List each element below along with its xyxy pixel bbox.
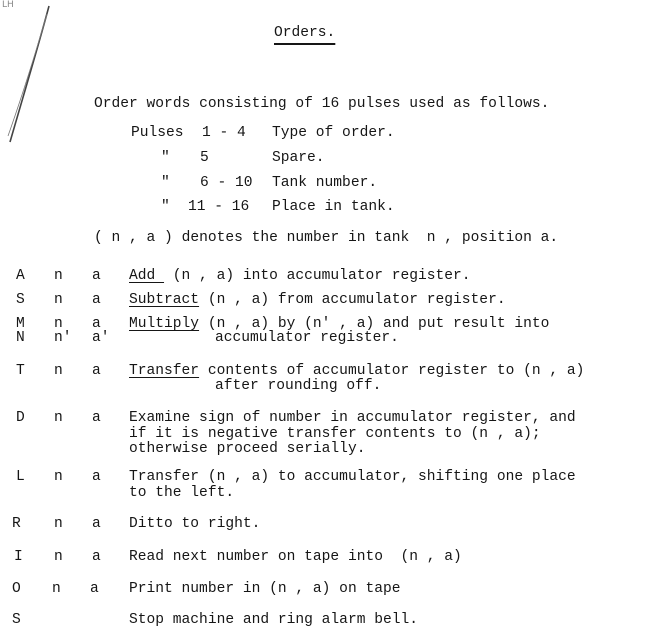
margin-pencil-stroke <box>0 0 60 150</box>
order-rest: (n , a) by (n' , a) and put result into <box>199 316 550 332</box>
pulses-desc: Type of order. <box>272 125 395 141</box>
order-a: a <box>92 469 101 485</box>
order-rest: (n , a) into accumulator register. <box>164 268 471 284</box>
order-code: M <box>16 316 25 332</box>
pulses-desc: Spare. <box>272 150 325 166</box>
pulses-range: 6 - 10 <box>200 175 253 191</box>
pulses-ditto: " <box>161 199 170 215</box>
pulses-range: 5 <box>200 150 209 166</box>
order-description-line: if it is negative transfer contents to (n , a); <box>129 426 541 442</box>
order-code-secondary: N <box>16 330 25 346</box>
intro-text: Order words consisting of 16 pulses used as follows. <box>94 96 550 112</box>
order-description-cont: accumulator register. <box>215 330 399 346</box>
pulses-ditto: " <box>161 150 170 166</box>
pulses-desc: Place in tank. <box>272 199 395 215</box>
order-code: A <box>16 268 25 284</box>
order-description: Examine sign of number in accumulator register, and <box>129 410 576 426</box>
order-rest: (n , a) from accumulator register. <box>199 292 506 308</box>
page-title: Orders. <box>274 25 336 41</box>
order-n: n <box>54 268 63 284</box>
order-code: D <box>16 410 25 426</box>
order-code: S <box>16 292 25 308</box>
order-description-line: otherwise proceed serially. <box>129 441 366 457</box>
order-n: n <box>52 581 61 597</box>
order-n: n <box>54 410 63 426</box>
pulses-desc: Tank number. <box>272 175 378 191</box>
order-n: n <box>54 292 63 308</box>
order-n: n <box>54 363 63 379</box>
pulses-label: Pulses <box>131 125 184 141</box>
order-verb: Multiply <box>129 316 200 332</box>
order-code: T <box>16 363 25 379</box>
order-n: n <box>54 516 63 532</box>
order-a: a <box>92 268 101 284</box>
order-n-secondary: n' <box>54 330 72 346</box>
order-description: Print number in (n , a) on tape <box>129 581 401 597</box>
order-a: a <box>92 363 101 379</box>
order-n: n <box>54 549 63 565</box>
order-n: n <box>54 469 63 485</box>
order-description: Read next number on tape into (n , a) <box>129 549 462 565</box>
notation-text: ( n , a ) denotes the number in tank n , position a. <box>94 230 559 246</box>
order-a: a <box>92 292 101 308</box>
order-code: O <box>12 581 21 597</box>
pulses-range: 1 - 4 <box>202 125 246 141</box>
order-a: a <box>90 581 99 597</box>
order-description: Stop machine and ring alarm bell. <box>129 612 419 628</box>
order-code: R <box>12 516 21 532</box>
pulses-ditto: " <box>161 175 170 191</box>
pulses-range: 11 - 16 <box>188 199 250 215</box>
order-description-cont: after rounding off. <box>215 378 382 394</box>
order-description <box>129 293 506 308</box>
order-a: a <box>92 316 101 332</box>
order-verb: Add <box>129 268 165 284</box>
order-a: a <box>92 516 101 532</box>
order-description: Ditto to right. <box>129 516 261 532</box>
order-a: a <box>92 410 101 426</box>
order-verb: Subtract <box>129 292 200 308</box>
order-n: n <box>54 316 63 332</box>
order-a-secondary: a' <box>92 330 110 346</box>
order-verb: Transfer <box>129 363 200 379</box>
order-description <box>129 364 584 379</box>
order-description <box>129 269 471 284</box>
margin-note: LH <box>2 0 14 10</box>
order-code: L <box>16 469 25 485</box>
order-rest: contents of accumulator register to (n , a) <box>199 363 585 379</box>
order-description: Transfer (n , a) to accumulator, shifting one place <box>129 469 576 485</box>
order-code: I <box>14 549 23 565</box>
order-description-line: to the left. <box>129 485 235 501</box>
order-a: a <box>92 549 101 565</box>
order-code: S <box>12 612 21 628</box>
